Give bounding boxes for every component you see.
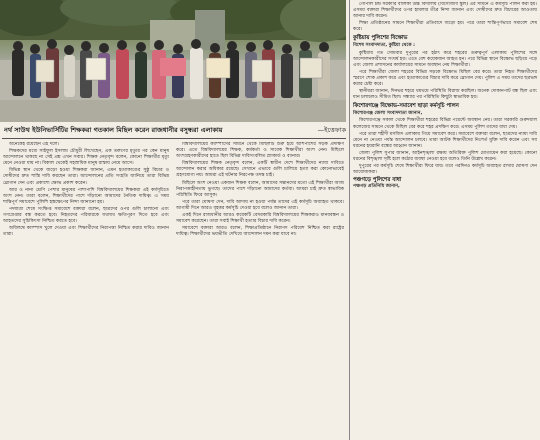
article-paragraph: সমাবেশে বক্তারা আরও বলেন, শিক্ষাপ্রতিষ্ঠানে নিরাপদ পরিবেশ নিশ্চিত করা রাষ্ট্রের দায়িত্ব। শিক্ষার্থীদের ভয়ভীতি দেখিয়ে আন্দোলন দমন করা যাবে না। — [176, 226, 344, 238]
section-byline: কিশোরগঞ্জ জেলা সংবাদদাতা জানান, — [353, 111, 423, 117]
article-paragraph: একই দিনে রাজধানীর আরও কয়েকটি বেসরকারি বিশ্ববিদ্যালয়ের শিক্ষকরাও মানববন্ধন ও সমাবেশ করেছেন। তারা সবাই শিক্ষার্থী হত্যার বিচার দাবি করেন। — [176, 213, 344, 225]
article-paragraph: আর ও নানা শ্রেণি পেশার মানুষের পাশাপাশি বিশ্ববিদ্যালয়ের শিক্ষকরা এই কর্মসূচিতে অংশ নেন। তারা বলেন, শিক্ষার্থীদের পাশে দাঁড়ানো আমাদের নৈতিক দায়িত্ব। এ সময় শান্তিপূর্ণ সমাবেশে পুলিশি হস্তক্ষেপের নিন্দা জানানো হয়। — [3, 187, 169, 205]
article-paragraph: পদযাত্রা শেষে সংক্ষিপ্ত সমাবেশে বক্তারা বলেন, ছাত্রদের ওপর গুলি চালানো এবং গণগ্রেপ্তার বন্ধ করতে হবে। নিহতদের পরিবারকে যথাযথ ক্ষতিপূরণ দিতে হবে এবং আহতদের সুচিকিৎসা নিশ্চিত করতে হবে। — [3, 206, 169, 225]
article-paragraph: স্থানীয়রা জানান, দিনভর শহরে থমথমে পরিস্থিতি বিরাজ করছিল। অনেক দোকানপাট বন্ধ ছিল এবং যান চলাচলও সীমিত ছিল। সন্ধ্যার পর পরিস্থিতি কিছুটা স্বাভাবিক হয়। — [353, 89, 537, 101]
photo-credit: —ইত্তেফাক — [317, 126, 346, 134]
article-paragraph: শিক্ষকদের মধ্যে সাইফুল ইসলাম চৌধুরী লিখেছেন, এক তরুণের মৃত্যুর পর কেন মানুষ আন্দোলনে থাকছে না সেই প্রশ্ন এখন সবার। শিক্ষক নেতৃবৃন্দ বলেন, কোনো শিক্ষার্থীর মৃত্যু মেনে নেওয়া যায় না। বিকাল থেকেই সহস্রাধিক মানুষ রাস্তায় নেমে আসে। — [3, 149, 169, 167]
article-paragraph: পরে শিক্ষার্থীরা জেলা শহরের বিভিন্ন সড়কে বিক্ষোভ মিছিল বের করে। তারা নিহত শিক্ষার্থীদের স্মরণে শোক প্রকাশ করে এবং হত্যাকাণ্ডের বিচার দাবি করে স্লোগান দেয়। পুলিশ এ সময় তাদের ছত্রভঙ্গ করার চেষ্টা করে। — [353, 69, 537, 88]
caption-text: নর্থ সাউথ ইউনিভার্সিটির শিক্ষকরা গতকাল মিছিল করেন রাজধানীর বসুন্ধরা এলাকায় — [4, 126, 223, 134]
article-paragraph: বিশ্ববিদ্যালয়ের ক্যাম্পাসের সামনে থেকে মিছিলটি শুরু হয়ে আশপাশের সড়ক প্রদক্ষিণ করে। এতে বিশ্ববিদ্যালয়ের শিক্ষক, কর্মকর্তা ও সাবেক শিক্ষার্থীরা অংশ নেন। মিছিলে অংশগ্রহণকারীদের হাতে ছিল বিভিন্ন দাবিসংবলিত প্ল্যাকার্ড ও ব্যানার। — [176, 142, 344, 160]
article-paragraph: গোপাল চন্দ্র সরকারি বালিকা উচ্চ বিদ্যালয় (বিসেজিবি স্কুল) এর সামনে এ কর্মসূচি পালন করা হয়। এসময় বক্তারা শিক্ষার্থীদের ওপর হামলার তীব্র নিন্দা জানান এবং দোষীদের দ্রুত বিচারের আওতায় আনার দাবি করেন। — [353, 2, 537, 20]
caption-divider — [2, 138, 346, 139]
column-divider — [349, 0, 350, 440]
article-column-2 — [176, 142, 344, 440]
article-paragraph: পরে তারা ঘোষণা দেন, দাবি আদায় না হওয়া পর্যন্ত তাদের এই কর্মসূচি অব্যাহত থাকবে। আগামী দিনে আরও বৃহত্তর কর্মসূচি দেওয়া হবে বলেও জানান তারা। — [176, 199, 344, 211]
protest-photo — [0, 0, 346, 122]
article-paragraph: অবিলম্বে ক্যাম্পাস খুলে দেওয়া এবং শিক্ষার্থীদের নিরাপত্তা নিশ্চিত করার দাবিও জানান তারা। — [3, 226, 169, 238]
article-paragraph: পরে তারা শহীদী মসজিদ এলাকায় গিয়ে সমাবেশ করে। সমাবেশে বক্তারা বলেন, ছাত্রদের ন্যায্য দাবি মেনে না নেওয়া পর্যন্ত আন্দোলন চলবে। তারা আটক শিক্ষার্থীদের নিঃশর্ত মুক্তি দাবি করেন এবং সব ধরনের হয়রানি বন্ধের আহ্বান জানান। — [353, 131, 537, 149]
section-byline: বিশেষ সংবাদদাতা, কুষ্টিয়া থেকে : — [353, 43, 416, 49]
section-subheading: পঞ্চগড়ে পুলিশের বাধা — [353, 177, 402, 184]
photo-caption — [4, 124, 346, 137]
article-column-3 — [353, 2, 537, 440]
article-paragraph: অনেকেই রয়েছেন এই দলে। — [9, 142, 60, 147]
section-subheading: কিশোরগঞ্জে বিক্ষোভ-সমাবেশ ছাড়া কর্মসূচি পালন — [353, 103, 459, 110]
article-paragraph: দুপুরের পর কর্মসূচি শেষে শিক্ষার্থীরা ফিরে যায়। তবে পরদিনও কর্মসূচি অব্যাহত রাখার ঘোষণা দেন আয়োজকরা। — [353, 164, 537, 176]
protest-march-illustration — [0, 0, 346, 122]
article-paragraph: জেলা পুলিশ সুপার জানান, আইনশৃঙ্খলা রক্ষায় অতিরিক্ত পুলিশ মোতায়েন করা হয়েছে। কোনো ধরনের বিশৃঙ্খলা সৃষ্টি হলে কঠোর ব্যবস্থা নেওয়া হবে বলেও তিনি উল্লেখ করেন। — [353, 150, 537, 162]
article-column-1 — [3, 142, 169, 440]
article-paragraph: শিক্ষা প্রতিষ্ঠানের সামনে শিক্ষার্থীরা প্রতিবাদে জড়ো হয়। পরে তারা শান্তিপূর্ণভাবে সমাবেশ শেষ করে। — [353, 21, 537, 33]
article-paragraph: বিভিন্ন স্থান থেকে জড়ো হওয়া শিক্ষকরা জানান, এমন হত্যাকাণ্ডের সুষ্ঠু বিচার ও দোষীদের দ্রুত শাস্তি দাবি করছেন তারা। আন্দোলনের প্রতি সংহতি জানিয়ে তারা বিভিন্ন স্লোগান দেন এবং প্রকাশ্যে ক্ষোভ প্রকাশ করেন। — [3, 168, 169, 186]
section-subheading: কুষ্টিয়ায় পুলিশের বিক্ষোভ — [353, 35, 408, 42]
article-paragraph: কিশোরগঞ্জে সকাল থেকে শিক্ষার্থীরা শহরের বিভিন্ন পয়েন্টে অবস্থান নেয়। তারা সরকারি গুরুদয়াল কলেজের সামনে থেকে মিছিল বের করে শহর প্রদক্ষিণ করে। এসময় পুলিশ তাদের বাধা দেয়। — [353, 118, 537, 130]
article-paragraph: বিশ্ববিদ্যালয়ের শিক্ষক নেতৃবৃন্দ বলেন, একটি স্বাধীন দেশে শিক্ষার্থীদের ন্যায্য দাবিতে আন্দোলন করার অধিকার রয়েছে। সেখানে এভাবে গুলি চালিয়ে হত্যা করা কোনোভাবেই গ্রহণযোগ্য নয়। আমরা এই ঘটনার নিরপেক্ষ তদন্ত চাই। — [176, 161, 344, 179]
article-paragraph: কুষ্টিয়ায় গত সোমবার দুপুরের পর হঠাৎ করে শহরের গুরুত্বপূর্ণ এলাকায় পুলিশের সঙ্গে আন্দোলনকারীদের সংঘর্ষ হয়। এতে বেশ কয়েকজন আহত হন। পরে বিভিন্ন স্থানে বিক্ষোভ ছড়িয়ে পড়ে এবং জেলা প্রশাসনের কার্যালয়ের সামনে অবস্থান নেয় শিক্ষার্থীরা। — [353, 50, 537, 68]
section-byline: পঞ্চগড় প্রতিনিধি জানান, — [353, 184, 400, 190]
article-paragraph: মিছিলে অংশ নেওয়া একজন শিক্ষক বলেন, আমাদের সন্তানদের মতো এই শিক্ষার্থীরা আজ নিরাপত্তাহীনতায় ভুগছে। তাদের পাশে দাঁড়ানো আমাদের কর্তব্য। আমরা চাই দ্রুত স্বাভাবিক পরিস্থিতি ফিরে আসুক। — [176, 180, 344, 198]
